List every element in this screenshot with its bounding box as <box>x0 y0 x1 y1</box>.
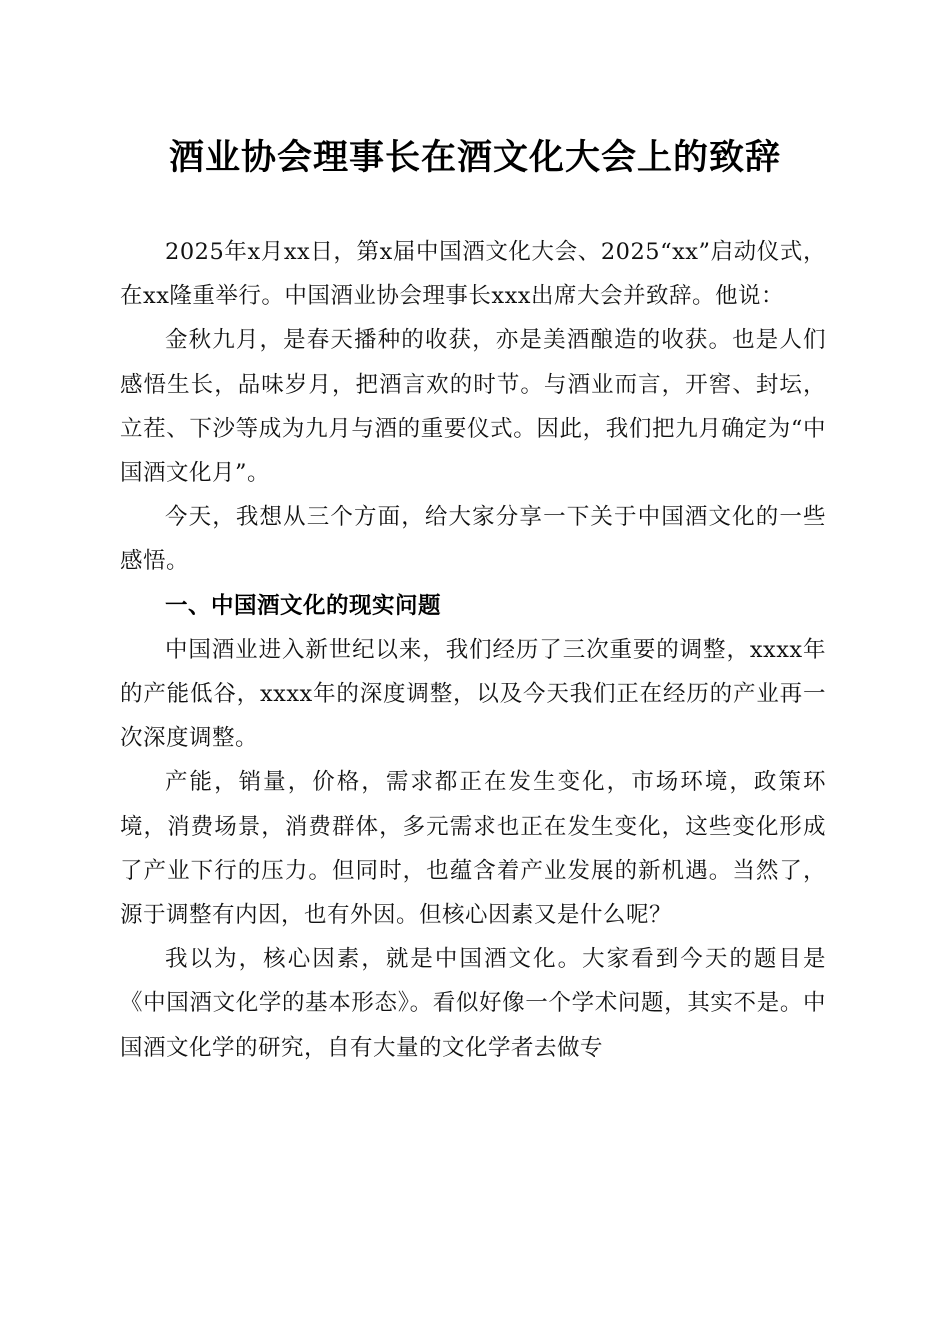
section-heading: 一、中国酒文化的现实问题 <box>165 592 442 619</box>
paragraph-core-factor: 我以为，核心因素，就是中国酒文化。大家看到今天的题目是《中国酒文化学的基本形态》。看似好像一个学术问题，其实不是。中国酒文化学的研究，自有大量的文化学者去做专 <box>120 946 826 1061</box>
paragraph-intro: 2025年x月xx日，第x届中国酒文化大会、2025“xx”启动仪式，在xx隆重举行。中国酒业协会理事长xxx出席大会并致辞。他说： <box>120 239 826 310</box>
paragraph-changes: 产能，销量，价格，需求都正在发生变化，市场环境，政策环境，消费场景，消费群体，多元需求也正在发生变化，这些变化形成了产业下行的压力。但同时，也蕴含着产业发展的新机遇。当然了，源于调整有内因，也有外因。但核心因素又是什么呢？ <box>120 769 826 929</box>
document-body <box>120 230 826 1070</box>
paragraph-adjustments: 中国酒业进入新世纪以来，我们经历了三次重要的调整，xxxx年的产能低谷，xxxx年的深度调整，以及今天我们正在经历的产业再一次深度调整。 <box>120 636 826 752</box>
document-title: 酒业协会理事长在酒文化大会上的致辞 <box>168 137 781 178</box>
paragraph-autumn: 金秋九月，是春天播种的收获，亦是美酒酿造的收获。也是人们感悟生长，品味岁月，把酒言欢的时节。与酒业而言，开窖、封坛，立茬、下沙等成为九月与酒的重要仪式。因此，我们把九月确定为“中国酒文化月”。 <box>120 327 826 487</box>
paragraph-three-aspects: 今天，我想从三个方面，给大家分享一下关于中国酒文化的一些感悟。 <box>120 504 826 575</box>
